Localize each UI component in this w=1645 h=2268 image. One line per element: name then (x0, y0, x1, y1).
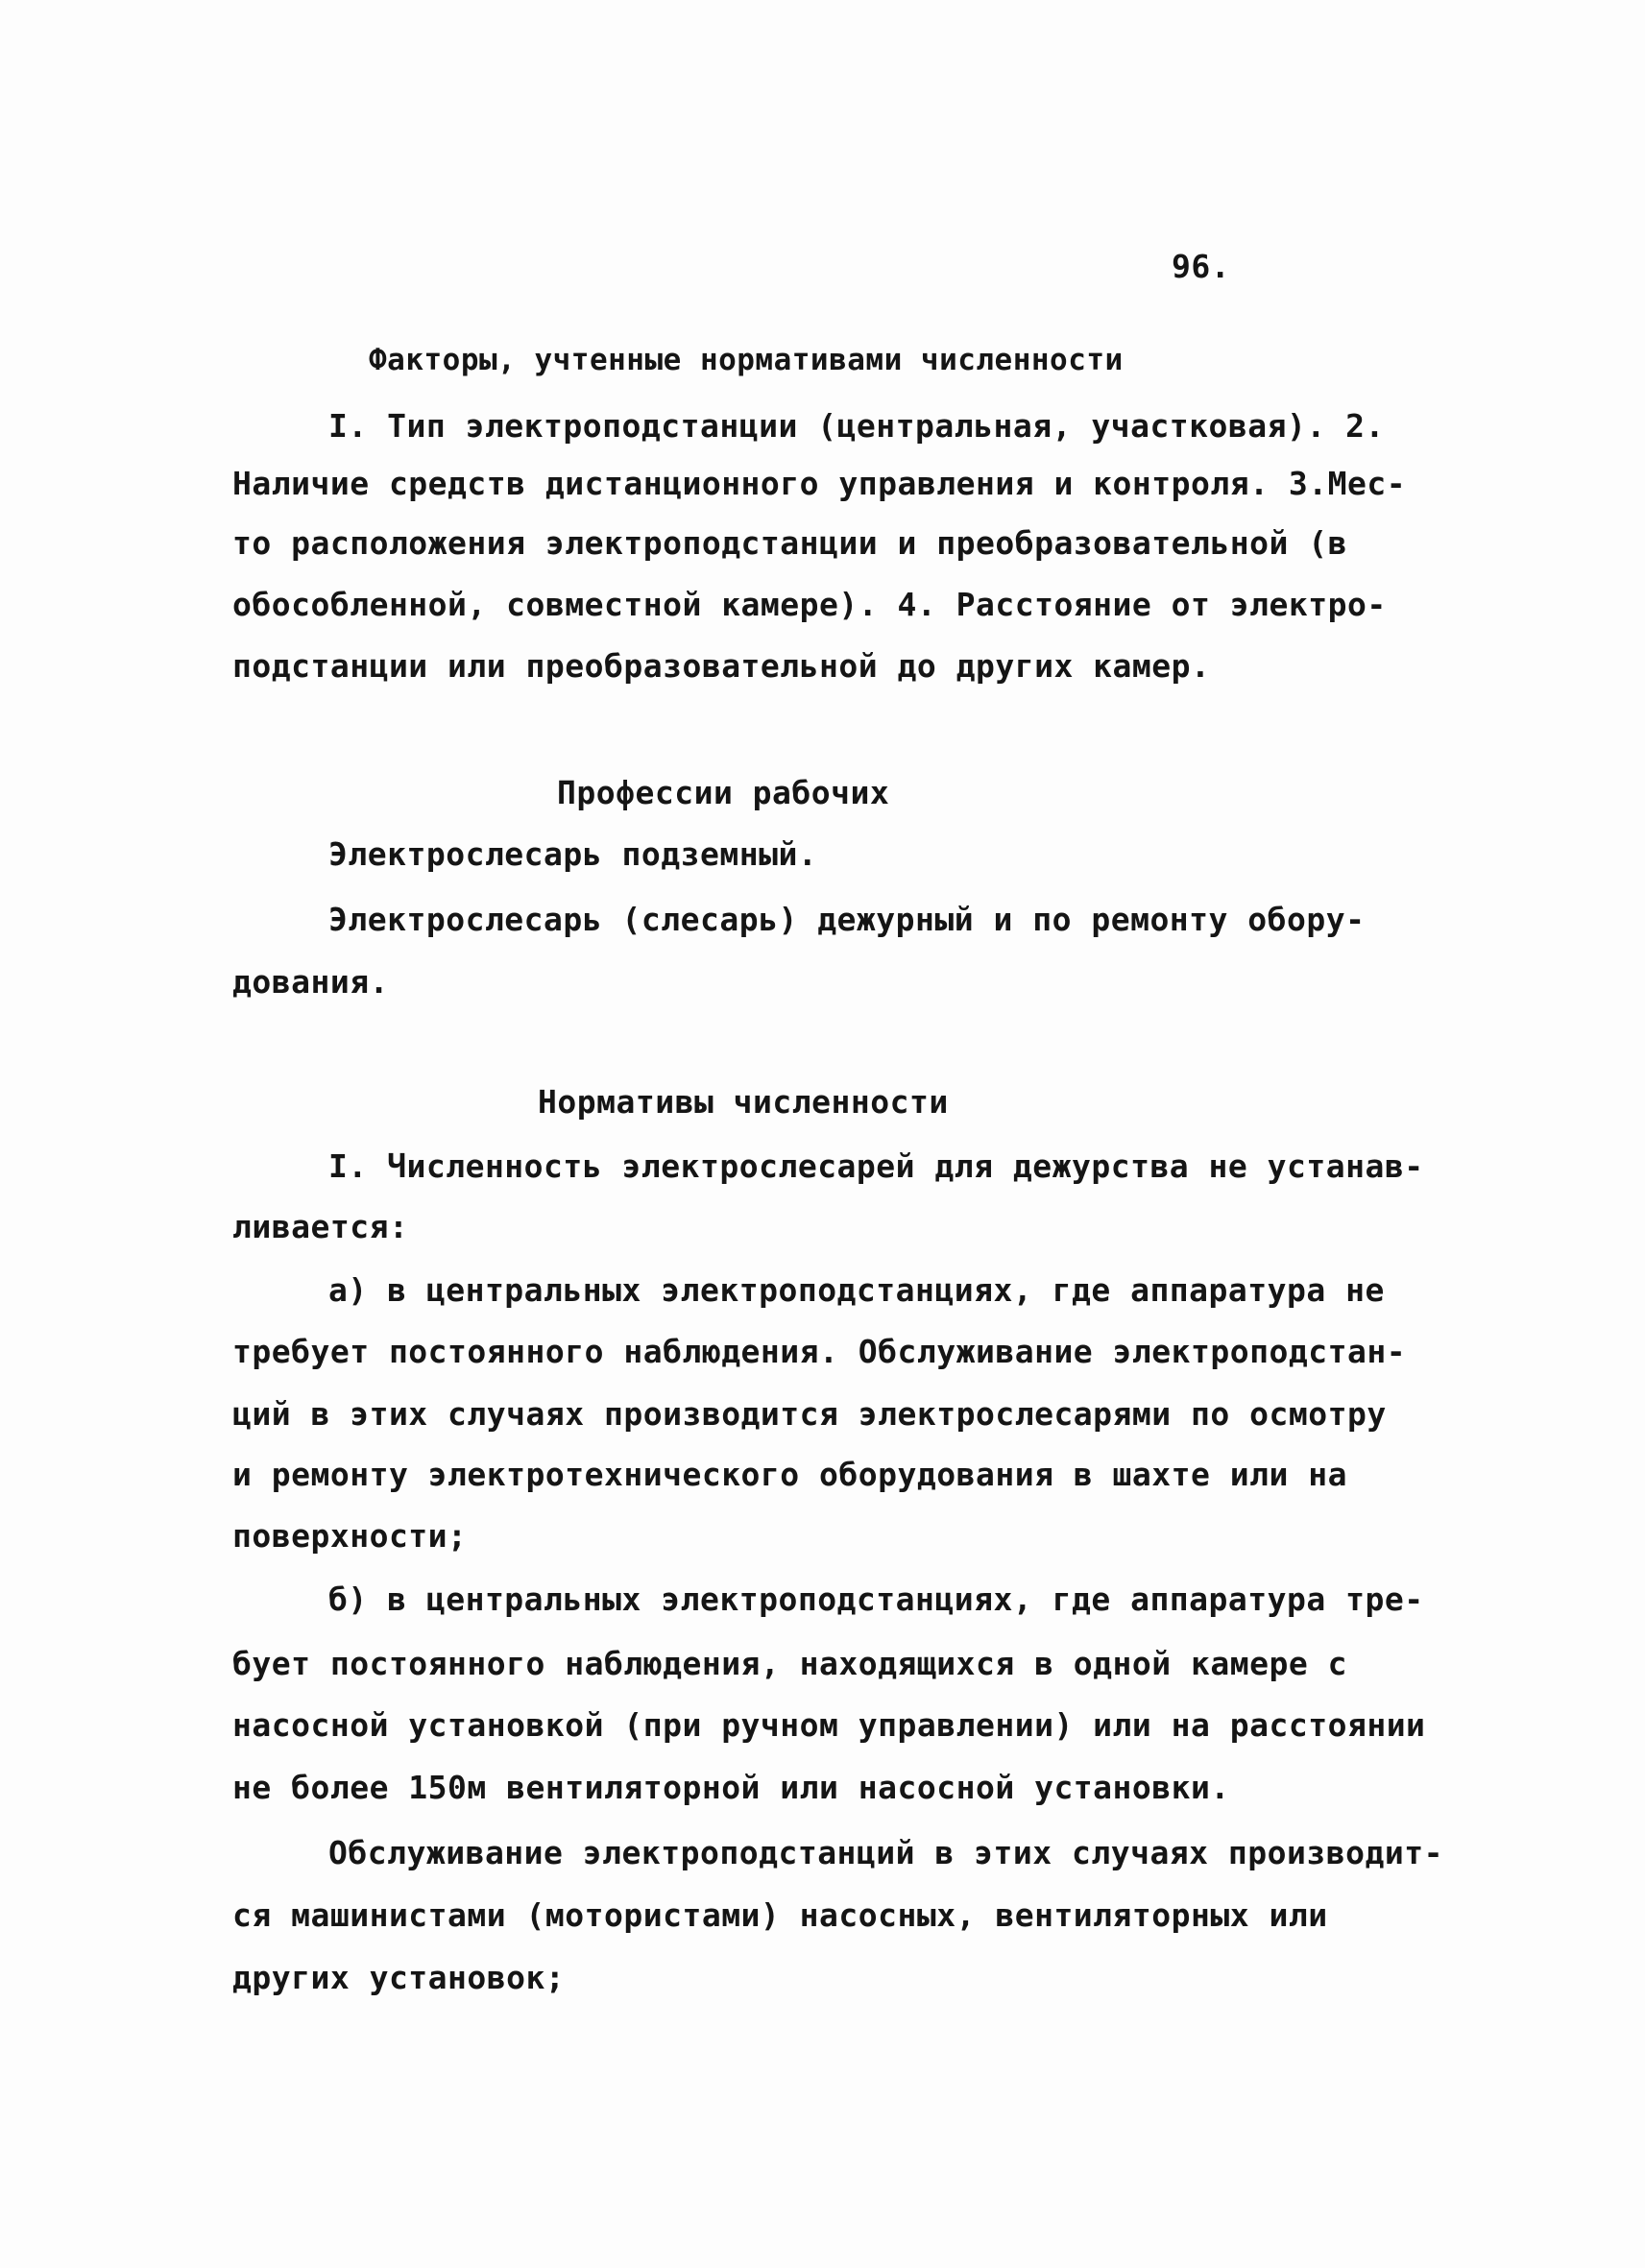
norm-item-b-line: насосной установкой (при ручном управлении) или на расстоянии (232, 1706, 1426, 1744)
factors-line: Наличие средств дистанционного управления и контроля. 3.Мес- (232, 465, 1407, 502)
norm-item-1-line: ливается: (232, 1208, 409, 1245)
profession-line: Электрослесарь подземный. (328, 835, 818, 873)
norm-item-1-line: I. Численность электрослесарей для дежурства не устанав- (328, 1147, 1424, 1185)
factors-line: обособленной, совместной камере). 4. Расстояние от электро- (232, 586, 1387, 623)
norm-item-a-line: а) в центральных электроподстанциях, где аппаратура не (328, 1271, 1385, 1309)
professions-heading: Профессии рабочих (557, 774, 890, 811)
profession-line: дования. (232, 963, 389, 1001)
norm-item-b-line: не более 150м вентиляторной или насосной установки. (232, 1769, 1230, 1806)
norm-item-a-line: и ремонту электротехнического оборудования в шахте или на (232, 1456, 1347, 1493)
norm-item-b-line: б) в центральных электроподстанциях, где аппаратура тре- (328, 1580, 1424, 1618)
factors-line: I. Тип электроподстанции (центральная, участковая). 2. (328, 407, 1385, 445)
norm-item-a-line: поверхности; (232, 1517, 468, 1555)
service-line: Обслуживание электроподстанций в этих случаях производит- (328, 1834, 1443, 1871)
norm-item-b-line: бует постоянного наблюдения, находящихся в одной камере с (232, 1645, 1347, 1682)
factors-heading: Факторы, учтенные нормативами численности (369, 343, 1124, 377)
factors-line: подстанции или преобразовательной до других камер. (232, 647, 1211, 685)
service-line: ся машинистами (мотористами) насосных, вентиляторных или (232, 1896, 1328, 1934)
norm-item-a-line: ций в этих случаях производится электрослесарями по осмотру (232, 1395, 1387, 1433)
factors-line: то расположения электроподстанции и преобразовательной (в (232, 524, 1347, 562)
page-number: 96. (1172, 248, 1231, 285)
service-line: других установок; (232, 1959, 566, 1996)
profession-line: Электрослесарь (слесарь) дежурный и по ремонту обору- (328, 901, 1366, 938)
norm-item-a-line: требует постоянного наблюдения. Обслуживание электроподстан- (232, 1333, 1407, 1370)
norms-heading: Нормативы численности (538, 1083, 949, 1121)
